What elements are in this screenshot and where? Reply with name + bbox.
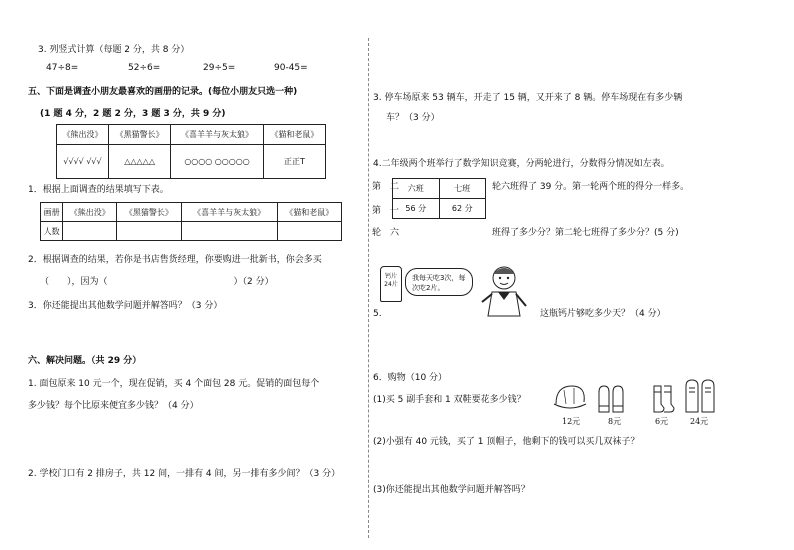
count-header: 《熊出没》 — [63, 203, 117, 222]
calc-item-4: 90-45= — [274, 63, 308, 73]
count-header: 《猫和老鼠》 — [277, 203, 341, 222]
count-header: 《喜羊羊与灰太狼》 — [181, 203, 277, 222]
gloves-icon — [596, 382, 628, 414]
problem-4-side: 第 一 — [372, 206, 400, 216]
section6-title: 六、解决问题。（共 29 分） — [28, 356, 142, 366]
count-header: 《黑猫警长》 — [117, 203, 181, 222]
socks-icon — [650, 384, 676, 414]
question-2-line1: 2．根据调查的结果，若你是书店售货经理，你要购进一批新书，你会多买 — [28, 255, 322, 265]
column-divider — [368, 38, 369, 538]
tally-header: 《猫和老鼠》 — [263, 125, 325, 145]
problem-5-number: 5. — [373, 309, 382, 319]
question-3: 3．你还能提出其他数学问题并解答吗？（3 分） — [28, 301, 223, 311]
q3-title: 3. 列竖式计算（每题 2 分，共 8 分） — [38, 45, 190, 55]
section5-score: (1 题 4 分，2 题 2 分，3 题 3 分，共 9 分) — [40, 109, 226, 119]
count-header: 画册 — [41, 203, 63, 222]
calc-item-1: 47÷8= — [46, 63, 79, 73]
problem-4-side: 第 二 — [372, 182, 400, 192]
problem-1-line2: 多少钱？每个比原来便宜多少钱？（4 分） — [28, 401, 199, 411]
shoes-icon — [684, 378, 718, 414]
cap-icon — [552, 384, 588, 412]
answer-cell[interactable] — [181, 222, 277, 241]
calc-item-2: 52÷6= — [128, 63, 161, 73]
score-header: 七班 — [439, 179, 486, 199]
problem-3-line1: 3. 停车场原来 53 辆车，开走了 15 辆，又开来了 8 辆。停车场现在有多少辆 — [373, 93, 683, 103]
problem-6-title: 6．购物（10 分） — [373, 373, 448, 383]
boy-icon — [476, 262, 532, 318]
tally-cell: △△△△△ — [109, 145, 171, 179]
problem-4-line1: 4.二年级两个班举行了数学知识竞赛，分两轮进行，分数得分情况如左表。 — [373, 159, 670, 169]
tally-header: 《熊出没》 — [57, 125, 109, 145]
answer-cell[interactable] — [277, 222, 341, 241]
count-row-label: 人数 — [41, 222, 63, 241]
section5-title: 五、下面是调查小朋友最喜欢的画册的记录。(每位小朋友只选一种) — [28, 87, 298, 97]
score-value: 62 分 — [439, 199, 486, 219]
score-header: 六班 — [393, 179, 440, 199]
calc-item-3: 29÷5= — [203, 63, 236, 73]
tally-cell: √√√√ √√√ — [57, 145, 109, 179]
tally-cell: 正正T — [263, 145, 325, 179]
tally-header: 《黑猫警长》 — [109, 125, 171, 145]
answer-cell[interactable] — [63, 222, 117, 241]
problem-3-line2: 车？（3 分） — [386, 113, 440, 123]
calcium-bottle-icon — [380, 266, 402, 302]
bottle-label: 钙片 24片 — [384, 273, 398, 288]
tally-cell: ○○○○ ○○○○○ — [171, 145, 264, 179]
problem-2: 2. 学校门口有 2 排房子，共 12 间，一排有 4 间，另一排有多少间？（3 分） — [28, 469, 341, 479]
answer-cell[interactable] — [117, 222, 181, 241]
problem-4-line3: 班得了多少分？第二轮七班得了多少分？(5 分) — [492, 228, 679, 238]
score-table — [392, 178, 486, 219]
gloves-price: 8元 — [608, 417, 622, 426]
problem-1-line1: 1. 面包原来 10 元一个，现在促销，买 4 个面包 28 元。促销的面包每个 — [28, 379, 320, 389]
count-table — [40, 202, 342, 241]
question-2-line2: （ ），因为（ ）（2 分） — [40, 277, 274, 287]
score-value: 56 分 — [393, 199, 440, 219]
problem-6-q3: (3)你还能提出其他数学问题并解答吗？ — [373, 485, 530, 495]
problem-6-q2: (2)小强有 40 元钱，买了 1 顶帽子，他剩下的钱可以买几双袜子？ — [373, 437, 640, 447]
problem-4-line2: 轮六班得了 39 分。第一轮两个班的得分一样多。 — [492, 182, 690, 192]
tally-header: 《喜羊羊与灰太狼》 — [171, 125, 264, 145]
question-1: 1．根据上面调查的结果填写下表。 — [28, 185, 169, 195]
speech-text: 我每天吃3次，每次吃2片。 — [412, 274, 466, 292]
shoes-price: 24元 — [690, 417, 709, 426]
tally-table — [56, 124, 326, 179]
speech-bubble — [405, 268, 473, 296]
cap-price: 12元 — [562, 417, 581, 426]
problem-5-text: 这瓶钙片够吃多少天？（4 分） — [540, 309, 666, 319]
problem-4-side: 轮 六 — [372, 228, 400, 238]
problem-6-q1: (1)买 5 副手套和 1 双鞋要花多少钱？ — [373, 395, 526, 405]
socks-price: 6元 — [655, 417, 669, 426]
